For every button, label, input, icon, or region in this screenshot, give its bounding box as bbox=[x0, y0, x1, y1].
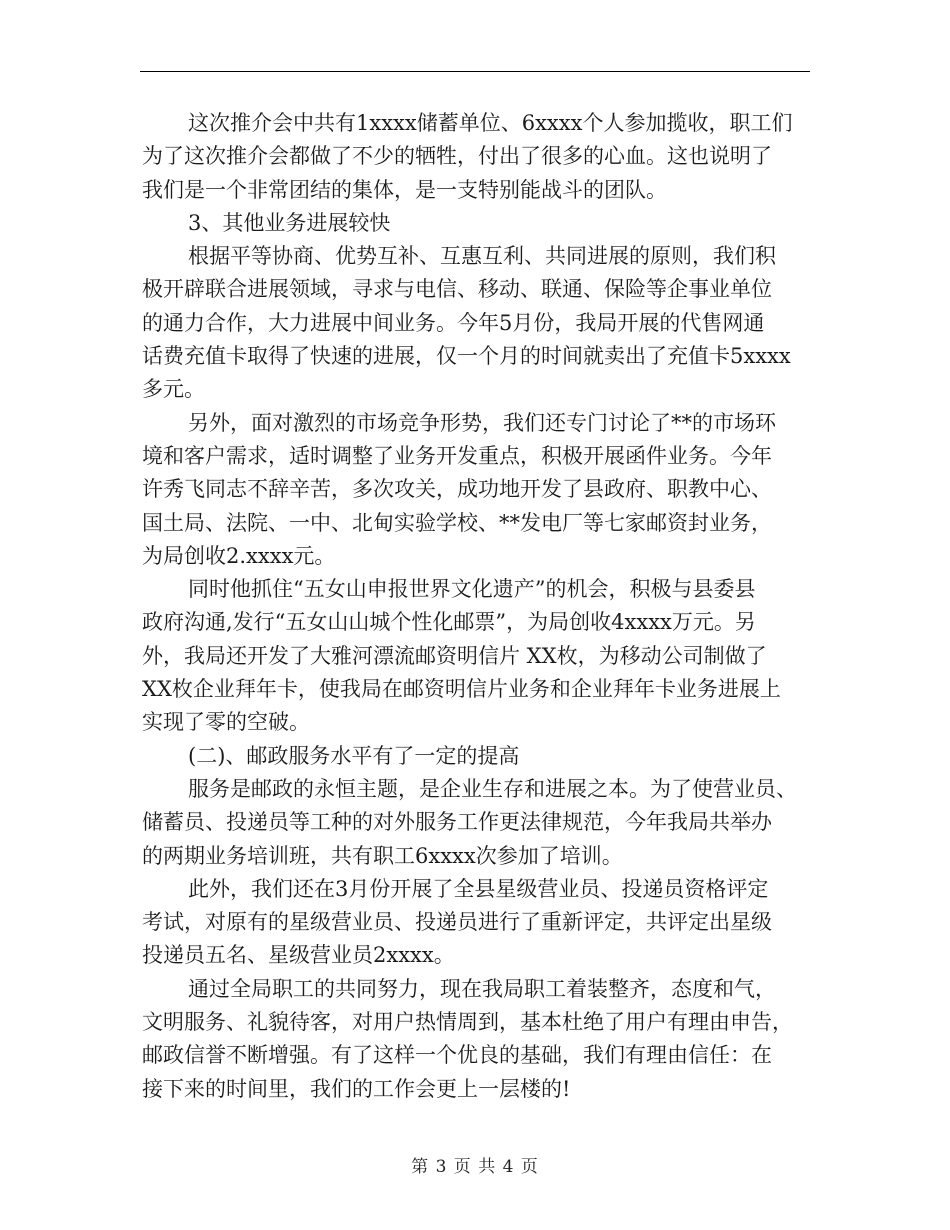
text-line: 许秀飞同志不辞辛苦，多次攻关，成功地开发了县政府、职教中心、 bbox=[142, 477, 772, 502]
text-line: 极开辟联合进展领域，寻求与电信、移动、联通、保险等企事业单位 bbox=[142, 277, 772, 302]
text-line: 政府沟通,发行“五女山山城个性化邮票”，为局创收4xxxx万元。另 bbox=[142, 610, 756, 635]
text-line: 考试，对原有的星级营业员、投递员进行了重新评定，共评定出星级 bbox=[142, 910, 772, 935]
text-line: 邮政信誉不断增强。有了这样一个优良的基础，我们有理由信任：在 bbox=[142, 1043, 772, 1068]
text-line: XX枚企业拜年卡，使我局在邮资明信片业务和企业拜年卡业务进展上 bbox=[142, 677, 781, 702]
text-line: 另外，面对激烈的市场竞争形势，我们还专门讨论了**的市场环 bbox=[188, 410, 776, 435]
text-line: 我们是一个非常团结的集体，是一支特别能战斗的团队。 bbox=[142, 177, 667, 202]
text-line: 接下来的时间里，我们的工作会更上一层楼的! bbox=[142, 1076, 571, 1101]
text-line: 为了这次推介会都做了不少的牺牲，付出了很多的心血。这也说明了 bbox=[142, 144, 772, 169]
section-heading: (二)、邮政服务水平有了一定的提高 bbox=[188, 743, 520, 768]
body-text bbox=[142, 107, 808, 1106]
text-line: 多元。 bbox=[142, 377, 205, 402]
text-line: 服务是邮政的永恒主题，是企业生存和进展之本。为了使营业员、 bbox=[188, 776, 797, 801]
text-line: 文明服务、礼貌待客，对用户热情周到，基本杜绝了用户有理由申告， bbox=[142, 1010, 793, 1035]
text-line: 通过全局职工的共同努力，现在我局职工着装整齐，态度和气， bbox=[188, 976, 776, 1001]
text-line: 国土局、法院、一中、北甸实验学校、**发电厂等七家邮资封业务， bbox=[142, 510, 772, 535]
text-line: 同时他抓住“五女山申报世界文化遗产”的机会，积极与县委县 bbox=[188, 577, 756, 602]
page-number-footer: 第 3 页 共 4 页 bbox=[411, 1157, 539, 1177]
text-line: 外，我局还开发了大雅河漂流邮资明信片 XX枚，为移动公司制做了 bbox=[142, 643, 767, 668]
text-line: 的通力合作，大力进展中间业务。今年5月份，我局开展的代售网通 bbox=[142, 310, 765, 335]
text-line: 为局创收2.xxxx元。 bbox=[142, 543, 336, 568]
section-heading: 3、其他业务进展较快 bbox=[188, 210, 391, 235]
text-line: 实现了零的空破。 bbox=[142, 710, 310, 735]
text-line: 投递员五名、星级营业员2xxxx。 bbox=[142, 943, 455, 968]
text-line: 这次推介会中共有1xxxx储蓄单位、6xxxx个人参加揽收，职工们 bbox=[188, 111, 793, 135]
text-line: 境和客户需求，适时调整了业务开发重点，积极开展函件业务。今年 bbox=[142, 443, 772, 468]
text-line: 储蓄员、投递员等工种的对外服务工作更法律规范，今年我局共举办 bbox=[142, 810, 772, 835]
text-line: 的两期业务培训班，共有职工6xxxx次参加了培训。 bbox=[142, 843, 623, 868]
text-line: 根据平等协商、优势互补、互惠互利、共同进展的原则，我们积 bbox=[188, 244, 776, 269]
text-line: 话费充值卡取得了快速的进展，仅一个月的时间就卖出了充值卡5xxxx bbox=[142, 344, 791, 369]
header-divider bbox=[140, 71, 810, 72]
text-line: 此外，我们还在3月份开展了全县星级营业员、投递员资格评定 bbox=[188, 876, 769, 901]
